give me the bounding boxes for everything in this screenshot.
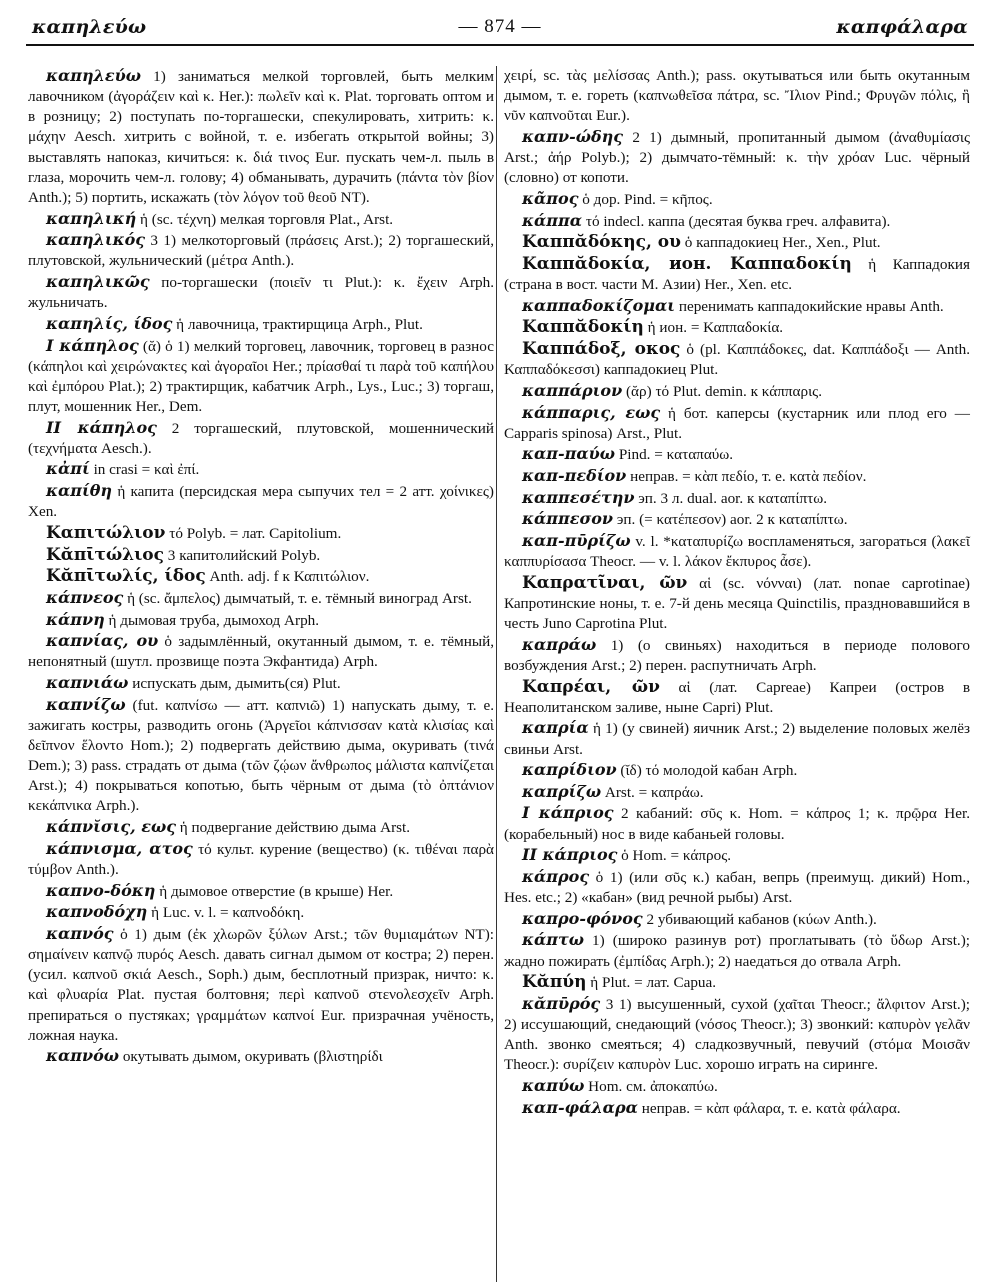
entry-definition: v. l. *καταπυρίζω воспламеняться, загораться (λακεῖ καππυρίσασα Theocr. — v. l. λάκον ἔκπυρος ἆσε). — [504, 532, 970, 571]
entry-definition: испускать дым, дымить(ся) Plut. — [128, 675, 341, 693]
page-header — [26, 14, 974, 46]
entry-definition: 2 1) дымный, пропитанный дымом (ἀναθυμίασις Arst.; ἀήρ Polyb.); 2) дымчато-тёмный: κ. τὴν χρόαν Luc. чёрный (словно) от копоти. — [504, 128, 970, 187]
entry-definition: 3 капитолийский Polyb. — [164, 546, 321, 564]
entry-headword: καπηλικῶς — [46, 272, 150, 292]
dictionary-entry — [504, 189, 970, 210]
dictionary-entry — [28, 314, 494, 335]
entry-definition: 1) (широко разинув рот) проглатывать (τὸ ὕδωρ Arst.); жадно пожирать (ἐμπίδας Arph.); 2) наедаться до отвала Arph. — [504, 932, 970, 970]
entry-definition: Anth. adj. f к Καπιτώλιον. — [205, 568, 370, 586]
entry-definition: перенимать каппадокийские нравы Anth. — [675, 297, 944, 315]
entry-definition: in crasi = καὶ ἐπί. — [89, 461, 200, 479]
dictionary-entry — [504, 718, 970, 759]
dictionary-entry — [28, 924, 494, 1046]
entry-headword: καππεσέτην — [522, 487, 635, 507]
dictionary-entry — [504, 677, 970, 718]
entry-headword: κᾶπος — [522, 188, 579, 208]
dictionary-entry — [28, 418, 494, 459]
dictionary-entry — [28, 817, 494, 838]
entry-headword: καπν-ώδης — [522, 126, 624, 146]
entry-definition: эп. (= κατέπεσον) aor. 2 к καταπίπτω. — [613, 511, 848, 529]
dictionary-entry — [504, 317, 970, 338]
entry-headword: καπ-παύω — [522, 444, 616, 464]
entry-definition: ὁ 1) дым (ἐκ χλωρῶν ξύλων Arst.; τῶν θυμιαμάτων NT): σημαίνειν καπνῷ πυρός Aesch. давать сигнал дымом от костра; 2) перен. (усил. καπνοῦ σκιά Aesch., Soph.) дым, бесплотный призрак, ничто: κ. καὶ φλυαρία Plat. пустая болтовня; περὶ καπνοῦ στενολεσχεῖν Arph. препираться о пустяках; γραμμάτων καπνοί Eur. призрачная учёность, ложная наука. — [28, 925, 494, 1044]
entry-headword: καπηλικός — [46, 230, 146, 250]
dictionary-entry — [504, 760, 970, 781]
left-column — [28, 66, 494, 1068]
entry-headword: καπνο-δόκη — [46, 880, 156, 900]
entry-definition: ἡ (sc. ἄμπελος) дымчатый, т. е. тёмный виноград Arst. — [123, 589, 472, 607]
entry-definition: ὁ каппадокиец Her., Xen., Plut. — [680, 234, 881, 252]
dictionary-entry — [28, 481, 494, 522]
dictionary-entry — [504, 466, 970, 487]
dictionary-entry — [28, 566, 494, 587]
dictionary-entry — [28, 881, 494, 902]
dictionary-entry — [504, 803, 970, 844]
dictionary-entry — [504, 845, 970, 866]
entry-headword: καπρία — [522, 718, 589, 738]
entry-headword: κάππεσον — [522, 509, 614, 529]
entry-headword: κάπνεος — [46, 587, 124, 607]
header-first-entry: καπηλεύω — [32, 16, 147, 38]
entry-definition: ἡ Plut. = лат. Capua. — [586, 974, 717, 992]
dictionary-entry — [28, 631, 494, 672]
entry-headword: Καπρέαι, ῶν — [522, 676, 660, 697]
entry-headword: καππάριον — [522, 380, 623, 400]
entry-headword: καπνοδόχη — [46, 902, 148, 922]
entry-definition: Hom. см. ἀποκαπύω. — [584, 1078, 718, 1095]
entry-definition: ἡ капита (персидская мера сыпучих тел = 2 атт. χοίνικες) Xen. — [28, 483, 494, 521]
entry-definition: 3 1) высушенный, сухой (χαῖται Theocr.; ἄλφιτον Arst.); 2) иссушающий, снедающий (νόσος Theocr.); 3) звонкий: καπυρὸν γελᾶν Anth. звонко смеяться; 4) сладкозвучный, певучий (στόμα Μοισᾶν Theocr.): συρίζειν καπυρὸν Luc. хорошо играть на сиринге. — [504, 995, 970, 1074]
dictionary-entry — [504, 488, 970, 509]
dictionary-entry — [504, 867, 970, 908]
dictionary-entry — [28, 272, 494, 313]
page-number: — 874 — — [458, 16, 542, 37]
entry-headword: κᾰπῡρός — [522, 993, 601, 1013]
dictionary-entry — [504, 127, 970, 188]
entry-headword: καπνιάω — [46, 673, 129, 693]
entry-headword: καπύω — [522, 1076, 585, 1095]
entry-headword: καπηλική — [46, 208, 137, 228]
entry-definition: ἡ (sc. τέχνη) мелкая торговля Plat., Arst. — [136, 210, 394, 228]
entry-definition: (ᾰρ) τό Plut. demin. к κάππαρις. — [622, 382, 822, 400]
dictionary-entry — [28, 839, 494, 880]
dictionary-entry — [504, 444, 970, 465]
dictionary-entry — [28, 545, 494, 566]
entry-definition: χειρί, sc. τὰς μελίσσας Anth.); pass. окутываться или быть окутанным дымом, т. е. гореть (καπνωθεῖσα πάτρα, sc. Ἴλιον Pind.; Φρυγῶν πόλις, ἣ νῦν καπνοῦται Eur.). — [504, 67, 970, 125]
dictionary-entry — [504, 782, 970, 803]
dictionary-entry — [28, 209, 494, 230]
entry-headword: καππαδοκίζομαι — [522, 295, 676, 315]
dictionary-entry — [504, 994, 970, 1076]
entry-definition: неправ. = κὰπ πεδίο, т. е. κατὰ πεδίον. — [626, 467, 867, 485]
dictionary-entry — [504, 909, 970, 930]
entry-definition: ὁ 1) (или σῦς κ.) кабан, вепрь (преимущ. дикий) Hom., Hes. etc.; 2) «кабан» (вид речной рыбы) Arst. — [504, 868, 970, 907]
dictionary-entry — [504, 211, 970, 232]
dictionary-entry — [504, 972, 970, 993]
dictionary-entry — [504, 635, 970, 676]
entry-headword: καπνίας, ου — [46, 631, 159, 651]
entry-headword: I κάπριος — [522, 803, 614, 823]
dictionary-entry — [28, 695, 494, 817]
entry-headword: Καπιτώλιον — [46, 522, 166, 543]
dictionary-entry — [504, 509, 970, 530]
dictionary-entry — [504, 381, 970, 402]
entry-headword: καπρο-φόνος — [522, 908, 643, 928]
dictionary-entry — [504, 339, 970, 380]
entry-headword: καπ-πῡρίζω — [522, 530, 631, 550]
entry-definition: ἡ Luc. v. l. = καπνοδόκη. — [147, 904, 305, 922]
entry-headword: κάππα — [522, 210, 583, 230]
entry-headword: καπνίζω — [46, 694, 126, 714]
entry-headword: κάπτω — [522, 930, 585, 950]
entry-definition: 2 убивающий кабанов (κύων Anth.). — [642, 910, 877, 928]
entry-headword: Καππᾰδοκίη — [522, 317, 644, 338]
entry-definition: ὁ Hom. = κάπρος. — [617, 847, 732, 865]
dictionary-entry — [504, 573, 970, 634]
entry-definition: по-торгашески (ποιεῖν τι Plut.): κ. ἔχειν Arph. жульничать. — [28, 274, 494, 312]
entry-headword: II κάπριος — [522, 845, 618, 865]
entry-definition: ἡ Каппадокия (страна в вост. части М. Азии) Her., Xen. etc. — [504, 255, 970, 294]
dictionary-entry — [28, 610, 494, 631]
entry-definition: ἡ подвергание действию дыма Arst. — [175, 819, 411, 837]
entry-definition: 3 1) мелкоторговый (πράσεις Arst.); 2) торгашеский, плутовской, жульнический (μέτρα Anth.). — [28, 232, 494, 270]
dictionary-entry — [504, 930, 970, 971]
entry-definition: 1) заниматься мелкой торговлей, быть мелким лавочником (ἀγοράζειν καὶ κ. Her.): πωλεῖν καὶ κ. Plat. торговать оптом и в розницу; 2) поступать по-торгашески, спекулировать, хитрить: κ. μάχην Aesch. хитрить с войной, т. е. избегать открытой войны; 3) выставлять напоказ, кичиться: κ. διά τινος Eur. пускать чем-л. пыль в глаза, морочить чем-л. голову; 4) обманывать, дурачить (πάντα τὸν βίον Anth.); 5) портить, искажать (τὸν λόγον τοῦ θεοῦ NT). — [28, 68, 494, 206]
columns-container — [26, 66, 974, 1282]
entry-headword: II κάπηλος — [46, 417, 157, 437]
column-divider — [496, 66, 497, 1282]
entry-definition: ὁ (pl. Καππάδοκες, dat. Καππάδοξι — Anth. Καππαδόκεσσι) каппадокиец Plut. — [504, 341, 970, 379]
entry-definition: ὁ дор. Pind. = κῆπος. — [578, 190, 713, 208]
entry-definition: αἱ (sc. νόνναι) (лат. nonae caprotinae) Капротинские ноны, т. е. 7-й день месяца Quinctilis, праздновавшийся в честь Juno Caprotina Plut. — [504, 574, 970, 633]
dictionary-entry — [28, 1046, 494, 1067]
entry-definition: αἱ (лат. Capreae) Капреи (остров в Неаполитанском заливе, ныне Capri) Plut. — [504, 678, 970, 716]
entry-definition: (ᾰ) ὁ 1) мелкий торговец, лавочник, торговец в разнос (κάπηλοι καὶ χειρώνακτες καὶ ἀγοραῖοι Her.; πρίασθαί τι παρὰ τοῦ καπήλου καὶ ἐμπόρου Plat.); 2) трактирщик, кабатчик Arph., Lys., Luc.; 3) торгаш, плут, мошенник Her., Dem. — [28, 337, 494, 415]
entry-headword: κάπνισμα, ατος — [46, 838, 193, 858]
entry-definition: ἡ 1) (у свиней) яичник Arst.; 2) выделение половых желёз свиньи Arst. — [504, 720, 970, 758]
entry-headword: I κάπηλος — [46, 335, 139, 355]
entry-definition: ἡ бот. каперсы (кустарник или плод его — Capparis spinosa) Arst., Plut. — [504, 404, 970, 442]
entry-definition: ἡ дымовое отверстие (в крыше) Her. — [155, 882, 394, 900]
entry-headword: κἀπί — [46, 459, 90, 479]
entry-definition: ἡ лавочница, трактирщица Arph., Plut. — [172, 315, 423, 333]
entry-headword: καπηλίς, ίδος — [46, 313, 173, 333]
dictionary-entry — [504, 403, 970, 444]
dictionary-entry — [28, 336, 494, 418]
entry-headword: Καππᾰδοκία, ион. Καππαδοκίη — [522, 253, 852, 274]
dictionary-entry — [504, 531, 970, 572]
dictionary-entry — [504, 1076, 970, 1097]
dictionary-entry — [28, 459, 494, 480]
entry-headword: κάπρος — [522, 866, 590, 886]
entry-headword: καπράω — [522, 634, 597, 654]
entry-headword: καπρίδιον — [522, 760, 617, 780]
entry-headword: καπρίζω — [522, 781, 602, 801]
entry-definition: Pind. = καταπαύω. — [615, 446, 734, 464]
entry-headword: καπ-φάλαρα — [522, 1097, 638, 1117]
entry-headword: Κᾰπῑτωλίς, ίδος — [46, 566, 206, 587]
dictionary-entry — [28, 230, 494, 271]
dictionary-entry — [504, 66, 970, 126]
entry-headword: καπ-πεδίον — [522, 465, 627, 485]
entry-definition: ἡ дымовая труба, дымоход Arph. — [104, 611, 320, 629]
entry-headword: Καππᾰδόκης, ου — [522, 232, 681, 253]
entry-headword: κάππαρις, εως — [522, 402, 661, 422]
entry-definition: τό indecl. каппа (десятая буква греч. алфавита). — [582, 212, 891, 230]
entry-definition: ἡ ион. = Καππαδοκία. — [643, 319, 784, 337]
dictionary-entry — [28, 588, 494, 609]
entry-definition: окутывать дымом, окуривать (βλιστηρίδι — [119, 1048, 383, 1066]
entry-definition: (fut. καπνίσω — атт. καπνιῶ) 1) напускать дыму, т. е. зажигать костры, разводить огонь (Ἀργεῖοι κάπνισσαν κατὰ κλισίας καὶ δεῖπνον ἕλοντο Hom.); 2) подвергать действию дыма, окуривать (τινά Dem.); 3) pass. страдать от дыма (τῶν ζῴων ἄνθρωπος μάλιστα καπνίζεται Arst.); 4) покрываться копотью, быть чёрным от дыма (τὸ ὀπτάνιον κεκάπνικα Arph.). — [28, 696, 494, 815]
entry-definition: неправ. = κὰπ φάλαρα, т. е. κατὰ φάλαρα. — [637, 1099, 901, 1117]
entry-definition: 2 торгашеский, плутовской, мошеннический (τεχνήματα Aesch.). — [28, 419, 495, 457]
dictionary-entry — [504, 232, 970, 253]
entry-definition: Arst. = καπράω. — [601, 783, 704, 801]
dictionary-entry — [28, 673, 494, 694]
entry-headword: Καπρατῖναι, ῶν — [522, 572, 688, 593]
entry-definition: 1) (о свиньях) находиться в периоде полового возбуждения Arst.; 2) перен. распутничать Arph. — [504, 636, 970, 674]
header-last-entry: καπφάλαρα — [836, 16, 968, 38]
entry-headword: καπηλεύω — [46, 66, 141, 85]
entry-headword: κάπνη — [46, 609, 105, 629]
entry-definition: ὁ задымлённый, окутанный дымом, т. е. тёмный, непонятный (шутл. прозвище поэта Экфантида) Arph. — [28, 633, 494, 671]
dictionary-entry — [504, 296, 970, 317]
entry-headword: καπίθη — [46, 481, 113, 501]
entry-headword: Κᾰπῑτώλιος — [46, 544, 164, 565]
entry-headword: καπνόω — [46, 1046, 120, 1066]
entry-headword: Καππάδοξ, οκος — [522, 339, 681, 360]
right-column — [504, 66, 970, 1119]
entry-definition: (ῐδ) τό молодой кабан Arph. — [616, 762, 798, 780]
entry-headword: καπνός — [46, 923, 114, 943]
entry-headword: κάπνῐσις, εως — [46, 817, 176, 837]
entry-definition: τό Polyb. = лат. Capitolium. — [165, 524, 342, 542]
dictionary-entry — [504, 254, 970, 295]
entry-definition: τό культ. курение (вещество) (κ. τιθέναι παρὰ τύμβον Anth.). — [28, 840, 495, 878]
entry-definition: эп. 3 л. dual. aor. к καταπίπτω. — [634, 489, 828, 507]
dictionary-entry — [504, 1098, 970, 1119]
dictionary-entry — [28, 523, 494, 544]
dictionary-entry — [28, 902, 494, 923]
entry-definition: 2 кабаний: σῦς κ. Hom. = κάπρος 1; κ. πρῷρα Her. (корабельный) нос в виде кабаньей головы. — [504, 805, 971, 843]
dictionary-entry — [28, 66, 494, 208]
entry-headword: Κᾰπύη — [522, 972, 587, 993]
